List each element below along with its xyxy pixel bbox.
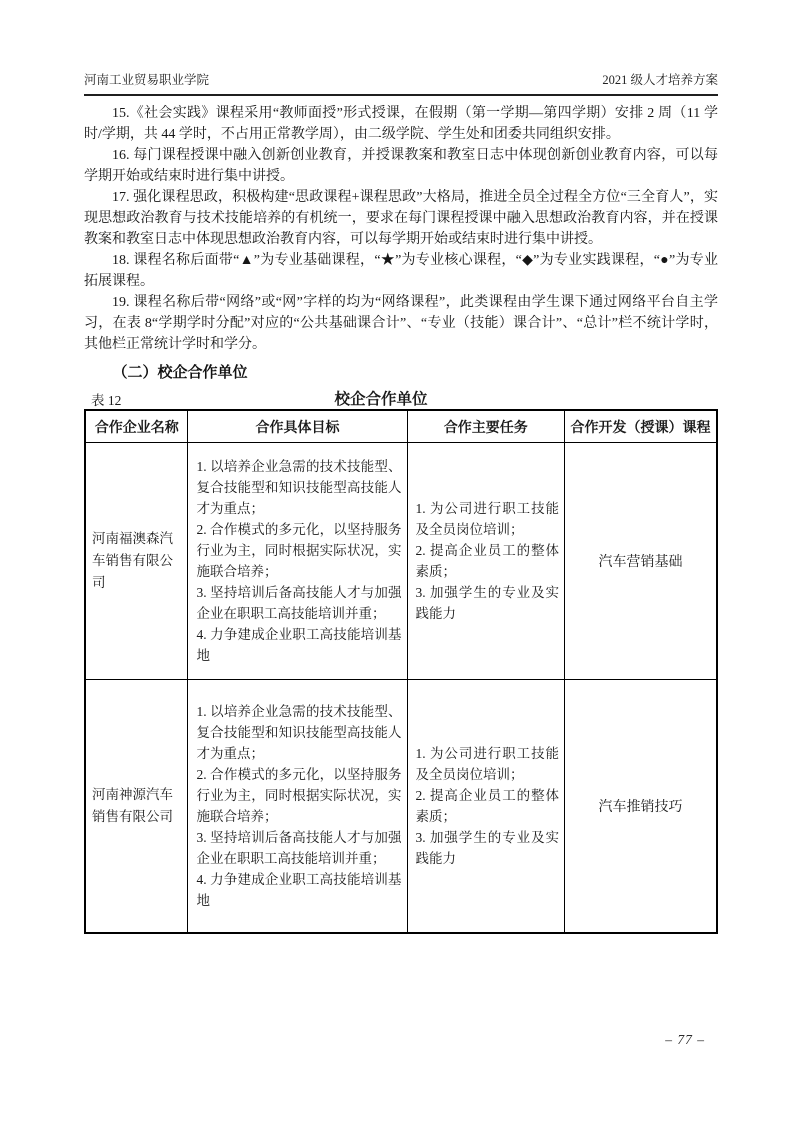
- page-number: – 77 –: [665, 1032, 705, 1047]
- paragraph-18: 18. 课程名称后面带“▲”为专业基础课程，“★”为专业核心课程，“◆”为专业实践课程，“●”为专业拓展课程。: [84, 253, 718, 289]
- goal-item: 4. 力争建成企业职工高技能培训基地: [196, 627, 402, 663]
- task-item: 3. 加强学生的专业及实践能力: [415, 585, 560, 621]
- task-item: 1. 为公司进行职工技能及全员岗位培训；: [415, 501, 560, 537]
- task-item: 2. 提高企业员工的整体素质；: [415, 543, 560, 579]
- goals-cell: [188, 443, 407, 680]
- paragraph-17: 17. 强化课程思政，积极构建“思政课程+课程思政”大格局，推进全员全过程全方位“三全育人”，实现思想政治教育与技术技能培养的有机统一，要求在每门课程授课中融入思想政治教育内容，并在授课教案和教室日志中体现思想政治教育内容，可以每学期开始或结束时进行集中讲授。: [84, 190, 718, 247]
- column-header-course: 合作开发（授课）课程: [565, 410, 717, 443]
- table-caption: [84, 387, 718, 409]
- course-cell: 汽车营销基础: [565, 443, 717, 680]
- table-title: 校企合作单位: [334, 391, 428, 408]
- goal-item: 1. 以培养企业急需的技术技能型、复合技能型和知识技能型高技能人才为重点；: [196, 703, 402, 761]
- goal-item: 3. 坚持培训后备高技能人才与加强企业在职职工高技能培训并重；: [196, 585, 402, 621]
- company-name-cell: 河南神源汽车销售有限公司: [85, 680, 188, 933]
- tasks-cell: [407, 443, 564, 680]
- course-cell: 汽车推销技巧: [565, 680, 717, 933]
- column-header-company: 合作企业名称: [85, 410, 188, 443]
- goal-item: 2. 合作模式的多元化，以坚持服务行业为主，同时根据实际状况，实施联合培养；: [196, 522, 402, 579]
- goal-item: 4. 力争建成企业职工高技能培训基地: [196, 871, 402, 908]
- tasks-cell: [407, 680, 564, 933]
- page-body: [84, 103, 718, 934]
- paragraph-19: 19. 课程名称后带“网络”或“网”字样的均为“网络课程”，此类课程由学生课下通过网络平台自主学习，在表 8“学期学时分配”对应的“公共基础课合计”、“专业（技能）课合计”、“总计”栏不统计学时，其他栏正常统计学时和学分。: [84, 295, 718, 352]
- goal-item: 1. 以培养企业急需的技术技能型、复合技能型和知识技能型高技能人才为重点；: [196, 459, 402, 516]
- paragraph-15: 15.《社会实践》课程采用“教师面授”形式授课，在假期（第一学期—第四学期）安排 2 周（11 学时/学期，共 44 学时，不占用正常教学周），由二级学院、学生处和团委共同组织安排。: [84, 106, 718, 142]
- cooperation-table: [84, 409, 718, 934]
- column-header-goals: 合作具体目标: [188, 410, 407, 443]
- goal-item: 3. 坚持培训后备高技能人才与加强企业在职职工高技能培训并重；: [196, 829, 402, 866]
- paragraph-16: 16. 每门课程授课中融入创新创业教育，并授课教案和教室日志中体现创新创业教育内容，可以每学期开始或结束时进行集中讲授。: [84, 148, 718, 184]
- table-header-row: [85, 410, 717, 443]
- header-plan-title: 2021 级人才培养方案: [602, 73, 718, 87]
- table-row: [85, 443, 717, 680]
- table-label: 表 12: [91, 393, 122, 408]
- column-header-tasks: 合作主要任务: [407, 410, 564, 443]
- table-row: [85, 680, 717, 933]
- page-header: [84, 70, 718, 96]
- goal-item: 2. 合作模式的多元化，以坚持服务行业为主，同时根据实际状况，实施联合培养；: [196, 766, 402, 824]
- task-item: 3. 加强学生的专业及实践能力: [415, 829, 560, 866]
- goals-cell: [188, 680, 407, 933]
- section-heading: （二）校企合作单位: [112, 365, 248, 381]
- header-school-name: 河南工业贸易职业学院: [84, 73, 210, 87]
- company-name-cell: 河南福澳森汽车销售有限公司: [85, 443, 188, 680]
- task-item: 2. 提高企业员工的整体素质；: [415, 787, 560, 824]
- task-item: 1. 为公司进行职工技能及全员岗位培训；: [415, 745, 560, 782]
